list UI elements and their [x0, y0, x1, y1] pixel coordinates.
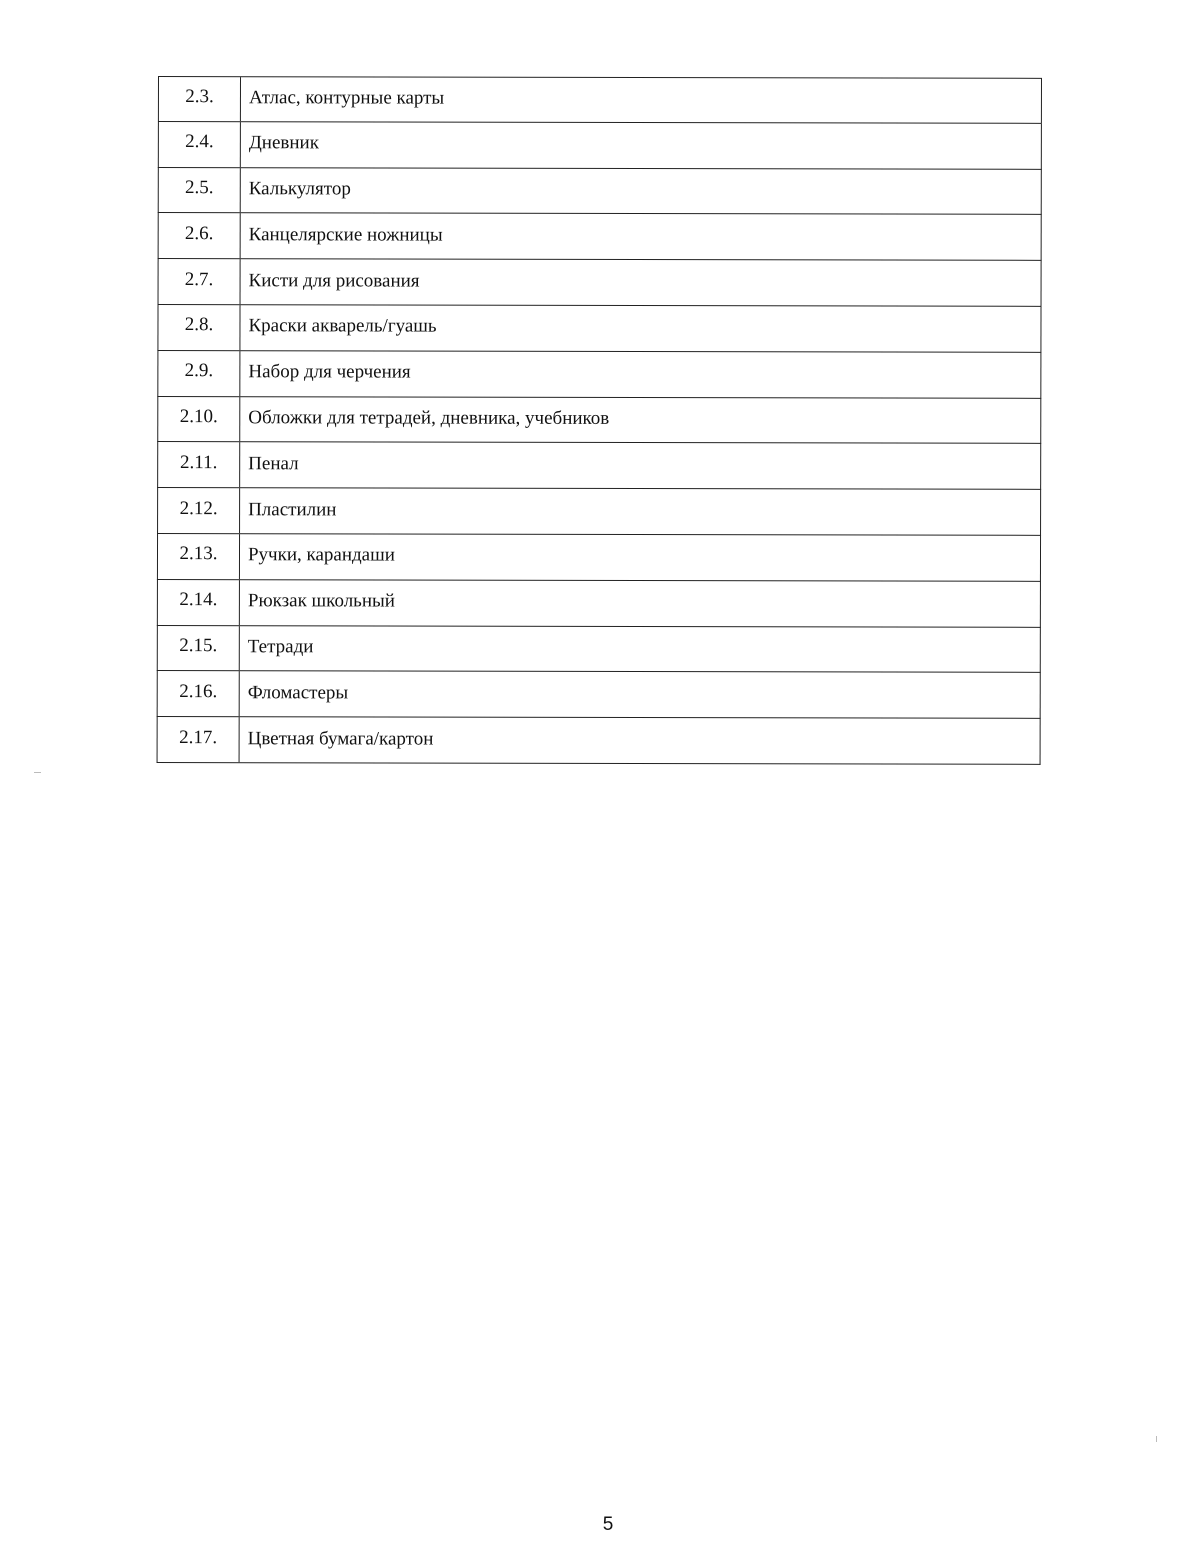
- page-number: 5: [602, 1514, 614, 1535]
- item-number: 2.9.: [158, 351, 240, 396]
- table-row: [157, 442, 1041, 490]
- item-number: 2.15.: [158, 626, 240, 671]
- item-name: Ручки, карандаши: [247, 544, 395, 566]
- table-row: [157, 580, 1041, 628]
- item-number: 2.17.: [158, 717, 240, 762]
- table-row: [157, 397, 1041, 445]
- item-number: 2.3.: [159, 77, 241, 121]
- table-row: [157, 626, 1041, 674]
- item-name: Дневник: [248, 132, 319, 154]
- table-row: [157, 671, 1041, 719]
- item-number: 2.6.: [159, 213, 241, 258]
- table-row: [157, 717, 1041, 765]
- item-number: 2.10.: [158, 397, 240, 442]
- scan-speck: [34, 772, 41, 773]
- item-number: 2.7.: [159, 259, 241, 304]
- item-name: Краски акварель/гуашь: [248, 315, 437, 337]
- item-name: Цветная бумага/картон: [247, 727, 434, 750]
- table-row: [157, 488, 1041, 536]
- table-row: [157, 351, 1041, 399]
- item-number: 2.12.: [158, 488, 240, 533]
- item-name: Пластилин: [248, 498, 337, 520]
- table-row: [158, 168, 1042, 216]
- item-number: 2.13.: [158, 534, 240, 579]
- table-row: [158, 213, 1042, 261]
- table-row: [158, 122, 1042, 170]
- table-row: [157, 534, 1041, 582]
- item-name: Рюкзак школьный: [247, 590, 395, 612]
- item-number: 2.8.: [158, 305, 240, 350]
- item-number: 2.14.: [158, 580, 240, 625]
- table-row: [158, 76, 1042, 124]
- item-name: Калькулятор: [248, 178, 351, 200]
- item-number: 2.5.: [159, 168, 241, 213]
- item-name: Кисти для рисования: [248, 269, 420, 292]
- scan-speck: [1156, 1436, 1157, 1442]
- item-name: Фломастеры: [247, 681, 349, 704]
- item-number: 2.4.: [159, 122, 241, 167]
- item-number: 2.16.: [158, 671, 240, 716]
- item-name: Канцелярские ножницы: [248, 223, 443, 246]
- supplies-table: [157, 76, 1042, 765]
- table-row: [157, 305, 1041, 353]
- table-row: [158, 259, 1042, 307]
- item-name: Обложки для тетрадей, дневника, учебников: [248, 407, 610, 429]
- item-name: Атлас, контурные карты: [248, 87, 445, 109]
- item-name: Пенал: [248, 452, 299, 475]
- item-name: Набор для черчения: [248, 361, 411, 383]
- item-name: Тетради: [247, 636, 314, 658]
- item-number: 2.11.: [158, 442, 240, 487]
